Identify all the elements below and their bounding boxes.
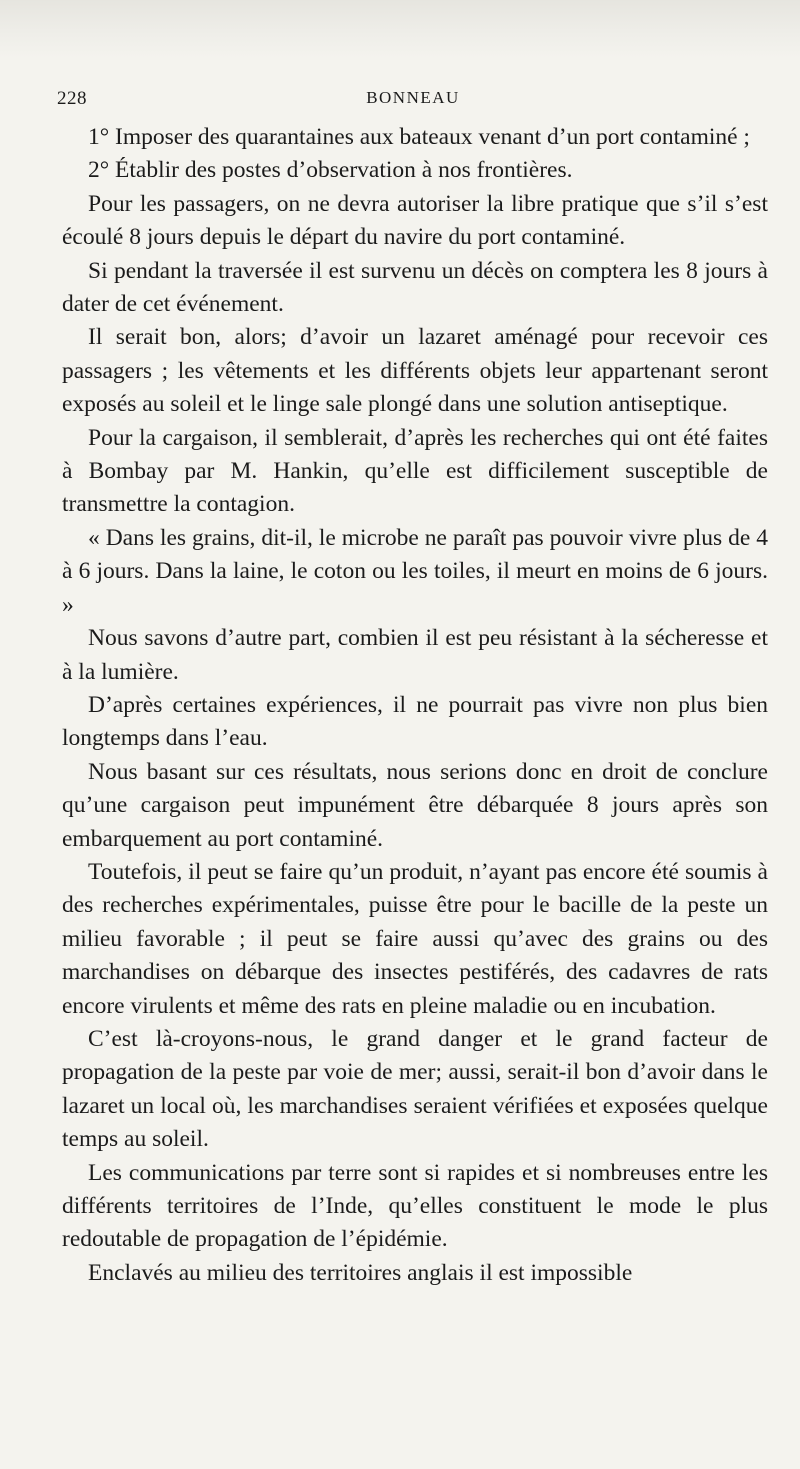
running-head: BONNEAU [366,88,460,107]
paragraph: Les communications par terre sont si rapides et si nombreuses entre les différents territoires de l’Inde, qu’elles constituent le mode le plus redoutable de propagation de l’épidémie. [62,1159,768,1253]
paragraph: Nous basant sur ces résultats, nous serions donc en droit de conclure qu’une cargaison peut impunément être débarquée 8 jours après son embarquement au port contaminé. [62,758,768,852]
paragraph: Pour la cargaison, il semblerait, d’après les recherches qui ont été faites à Bombay par M. Hankin, qu’elle est difficilement susceptible de transmettre la contagion. [62,424,768,518]
paragraph: 1° Imposer des quarantaines aux bateaux venant d’un port contaminé ; [88,124,750,150]
page-number: 228 [57,88,87,109]
paragraph: Il serait bon, alors; d’avoir un lazaret aménagé pour recevoir ces passagers ; les vêtements et les différents objets leur appartenant seront exposés au soleil et le linge sale plongé dans une solution antiseptique. [62,324,768,418]
paragraph: Si pendant la traversée il est survenu un décès on comptera les 8 jours à dater de cet événement. [62,257,768,318]
body-text [62,121,768,1290]
paragraph: « Dans les grains, dit-il, le microbe ne paraît pas pouvoir vivre plus de 4 à 6 jours. Dans la laine, le coton ou les toiles, il meurt en moins de 6 jours. » [62,524,768,618]
page-header [57,88,769,114]
paragraph: Nous savons d’autre part, combien il est peu résistant à la sécheresse et à la lumière. [62,625,768,685]
paragraph: Toutefois, il peut se faire qu’un produit, n’ayant pas encore été soumis à des recherches expérimentales, puisse être pour le bacille de la peste un milieu favorable ; il peut se faire aussi qu’avec des grains ou des marchandises on débarque des insectes pestiférés, des cadavres de rats encore virulents et même des rats en pleine maladie ou en incubation. [62,858,768,1019]
paragraph-continued: Enclavés au milieu des territoires anglais il est impossible [88,1259,633,1286]
paragraph: D’après certaines expériences, il ne pourrait pas vivre non plus bien longtemps dans l’eau. [62,691,768,752]
scan-shadow-top [0,0,800,58]
paragraph: 2° Établir des postes d’observation à nos frontières. [88,157,573,184]
paragraph: C’est là-croyons-nous, le grand danger et le grand facteur de propagation de la peste par voie de mer; aussi, serait-il bon d’avoir dans le lazaret un local où, les marchandises seraient vérifiées et exposées quelque temps au soleil. [62,1025,768,1153]
paragraph: Pour les passagers, on ne devra autoriser la libre pratique que s’il s’est écoulé 8 jours depuis le départ du navire du port contaminé. [62,190,768,251]
